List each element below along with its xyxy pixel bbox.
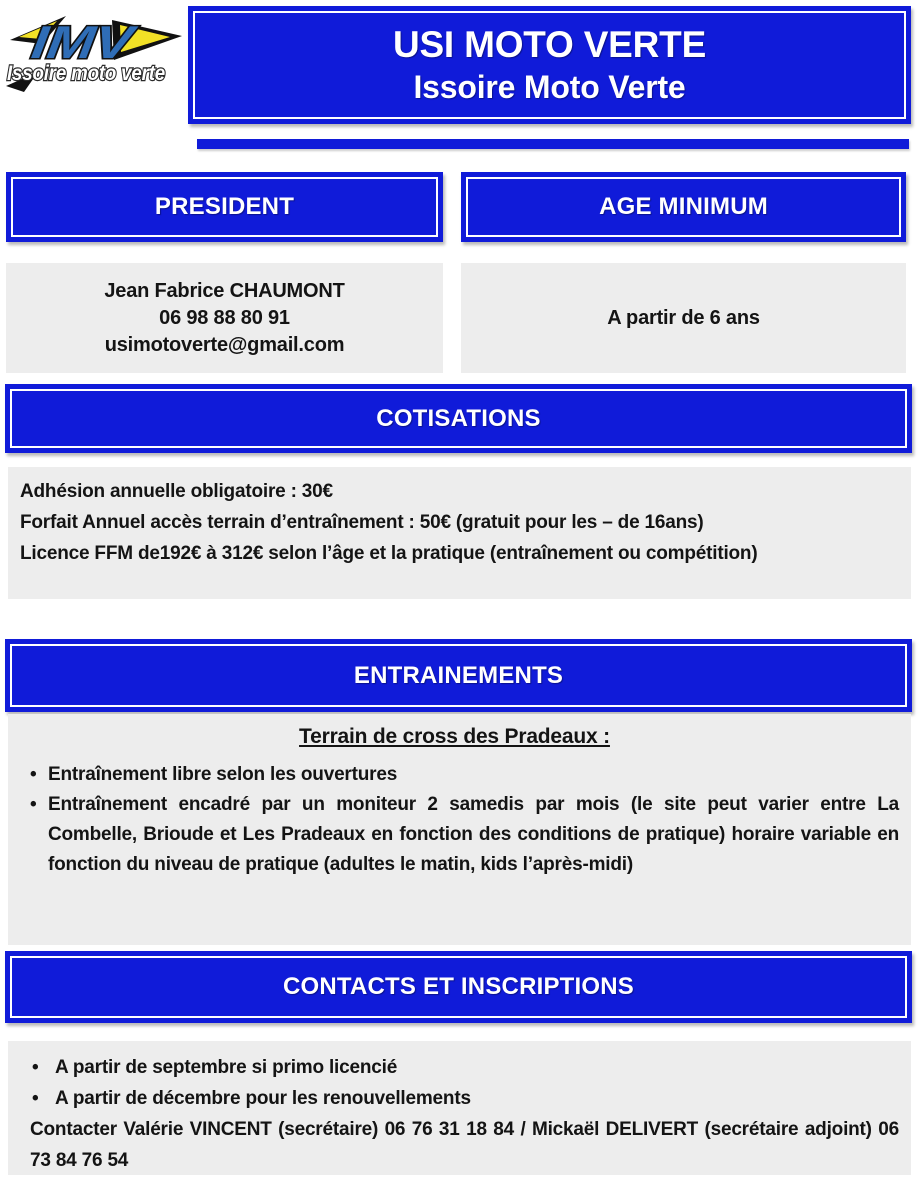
president-name: Jean Fabrice CHAUMONT	[104, 279, 345, 302]
imv-logo-graphic	[2, 4, 184, 116]
entrainements-bullet: • Entraînement libre selon les ouvertures	[8, 760, 901, 790]
contacts-heading-box	[5, 951, 912, 1023]
age-minimum-panel	[461, 263, 906, 373]
terrain-subtitle: Terrain de cross des Pradeaux :	[299, 725, 610, 748]
cotisations-panel	[8, 467, 911, 599]
club-subtitle: Issoire Moto Verte	[413, 69, 686, 105]
title-box	[188, 6, 911, 124]
contacts-bullet: • A partir de décembre pour les renouvellements	[8, 1083, 899, 1114]
title-underline-bar	[197, 139, 909, 149]
entrainements-heading: ENTRAINEMENTS	[353, 661, 564, 689]
cotisations-heading-box	[5, 384, 912, 453]
contacts-heading: CONTACTS ET INSCRIPTIONS	[282, 973, 635, 1000]
age-minimum-heading: AGE MINIMUM	[599, 193, 768, 220]
contacts-panel	[8, 1041, 911, 1175]
entrainements-list	[8, 760, 901, 880]
president-info-panel	[6, 263, 443, 373]
contacts-bullet: • A partir de septembre si primo licencié	[8, 1052, 899, 1083]
contacts-note: Contacter Valérie VINCENT (secrétaire) 06 76 31 18 84 / Mickaël DELIVERT (secrétaire adjoint) 06 73 84 76 54	[30, 1119, 899, 1171]
president-heading-box	[6, 172, 443, 242]
cotisations-line: Adhésion annuelle obligatoire : 30€	[20, 481, 333, 502]
logo-acronym-text: IMV	[28, 16, 118, 68]
age-minimum-text: A partir de 6 ans	[607, 306, 760, 329]
president-phone: 06 98 88 80 91	[159, 306, 290, 329]
age-minimum-heading-box	[461, 172, 906, 242]
contacts-list	[8, 1052, 899, 1114]
cotisations-line: Licence FFM de192€ à 312€ selon l’âge et la pratique (entraînement ou compétition)	[20, 543, 758, 564]
logo-subtitle-text: Issoire moto verte	[7, 62, 166, 85]
president-email: usimotoverte@gmail.com	[104, 333, 345, 356]
club-title: USI MOTO VERTE	[392, 24, 707, 65]
entrainements-heading-box	[5, 639, 912, 712]
entrainements-bullet: • Entraînement encadré par un moniteur 2 samedis par mois (le site peut varier entre La Combelle, Brioude et Les Pradeaux en fonction des conditions de pratique) horaire variable en fonction du niveau de pratique (adultes le matin, kids l’après-midi)	[8, 790, 901, 880]
cotisations-heading: COTISATIONS	[376, 404, 541, 432]
imv-logo	[2, 4, 184, 116]
cotisations-line: Forfait Annuel accès terrain d’entraînement : 50€ (gratuit pour les – de 16ans)	[20, 512, 704, 533]
president-heading: PRESIDENT	[154, 193, 295, 220]
entrainements-panel	[8, 714, 911, 945]
